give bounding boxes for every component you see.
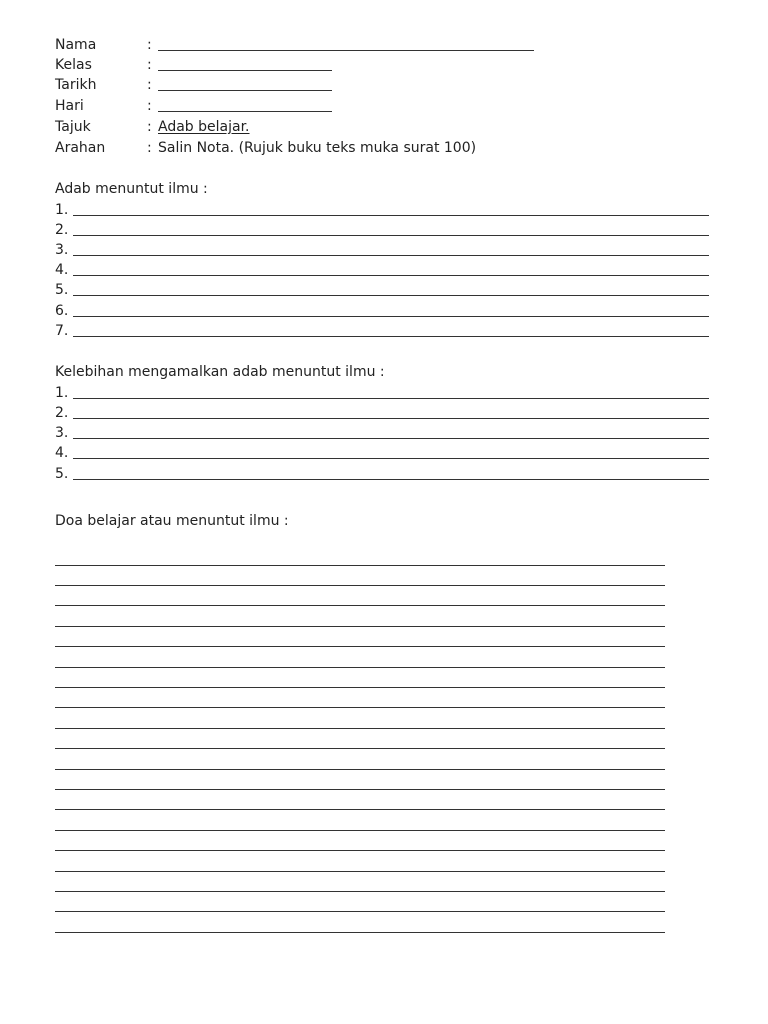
field-colon: : (147, 57, 152, 73)
field-colon: : (147, 77, 152, 93)
tarikh-blank[interactable] (158, 90, 332, 91)
writing-line[interactable] (55, 626, 665, 627)
answer-rule (73, 255, 709, 256)
writing-line[interactable] (55, 891, 665, 892)
writing-line[interactable] (55, 605, 665, 606)
field-colon: : (147, 140, 152, 156)
answer-rule (73, 215, 709, 216)
line-number: 5. (55, 282, 69, 298)
section-title-doa: Doa belajar atau menuntut ilmu : (55, 513, 289, 529)
answer-rule (73, 438, 709, 439)
field-tarikh (55, 75, 575, 95)
line-number: 3. (55, 242, 69, 258)
line-number: 4. (55, 262, 69, 278)
line-number: 1. (55, 385, 69, 401)
writing-line[interactable] (55, 769, 665, 770)
answer-rule (73, 295, 709, 296)
section-title-kelebihan: Kelebihan mengamalkan adab menuntut ilmu : (55, 364, 385, 380)
field-colon: : (147, 98, 152, 114)
writing-line[interactable] (55, 871, 665, 872)
writing-line[interactable] (55, 830, 665, 831)
writing-line[interactable] (55, 911, 665, 912)
field-colon: : (147, 119, 152, 135)
answer-rule (73, 336, 709, 337)
answer-line[interactable] (55, 321, 715, 341)
field-hari (55, 96, 575, 116)
nama-blank[interactable] (158, 50, 534, 51)
writing-line[interactable] (55, 728, 665, 729)
writing-line[interactable] (55, 687, 665, 688)
field-colon: : (147, 37, 152, 53)
field-label: Nama (55, 37, 97, 53)
answer-line[interactable] (55, 383, 715, 403)
writing-line[interactable] (55, 748, 665, 749)
field-nama (55, 35, 575, 55)
answer-rule (73, 316, 709, 317)
answer-line[interactable] (55, 464, 715, 484)
answer-line[interactable] (55, 423, 715, 443)
tajuk-value: Adab belajar. (158, 119, 250, 135)
writing-line[interactable] (55, 565, 665, 566)
answer-rule (73, 398, 709, 399)
answer-line[interactable] (55, 260, 715, 280)
writing-line[interactable] (55, 932, 665, 933)
answer-line[interactable] (55, 200, 715, 220)
field-label: Hari (55, 98, 84, 114)
line-number: 6. (55, 303, 69, 319)
answer-line[interactable] (55, 443, 715, 463)
answer-rule (73, 458, 709, 459)
field-label: Tarikh (55, 77, 97, 93)
field-label: Arahan (55, 140, 106, 156)
writing-line[interactable] (55, 809, 665, 810)
answer-rule (73, 418, 709, 419)
writing-line[interactable] (55, 850, 665, 851)
line-number: 7. (55, 323, 69, 339)
answer-line[interactable] (55, 403, 715, 423)
writing-line[interactable] (55, 667, 665, 668)
answer-line[interactable] (55, 280, 715, 300)
line-number: 4. (55, 445, 69, 461)
field-tajuk (55, 117, 575, 137)
section-title-adab: Adab menuntut ilmu : (55, 181, 208, 197)
line-number: 1. (55, 202, 69, 218)
writing-line[interactable] (55, 585, 665, 586)
answer-line[interactable] (55, 301, 715, 321)
field-arahan (55, 138, 575, 158)
answer-line[interactable] (55, 220, 715, 240)
field-label: Kelas (55, 57, 92, 73)
writing-line[interactable] (55, 707, 665, 708)
answer-rule (73, 275, 709, 276)
line-number: 5. (55, 466, 69, 482)
line-number: 3. (55, 425, 69, 441)
line-number: 2. (55, 405, 69, 421)
writing-line[interactable] (55, 789, 665, 790)
field-label: Tajuk (55, 119, 91, 135)
field-kelas (55, 55, 575, 75)
answer-line[interactable] (55, 240, 715, 260)
writing-line[interactable] (55, 646, 665, 647)
arahan-value: Salin Nota. (Rujuk buku teks muka surat 100) (158, 140, 477, 156)
kelas-blank[interactable] (158, 70, 332, 71)
answer-rule (73, 235, 709, 236)
line-number: 2. (55, 222, 69, 238)
hari-blank[interactable] (158, 111, 332, 112)
answer-rule (73, 479, 709, 480)
